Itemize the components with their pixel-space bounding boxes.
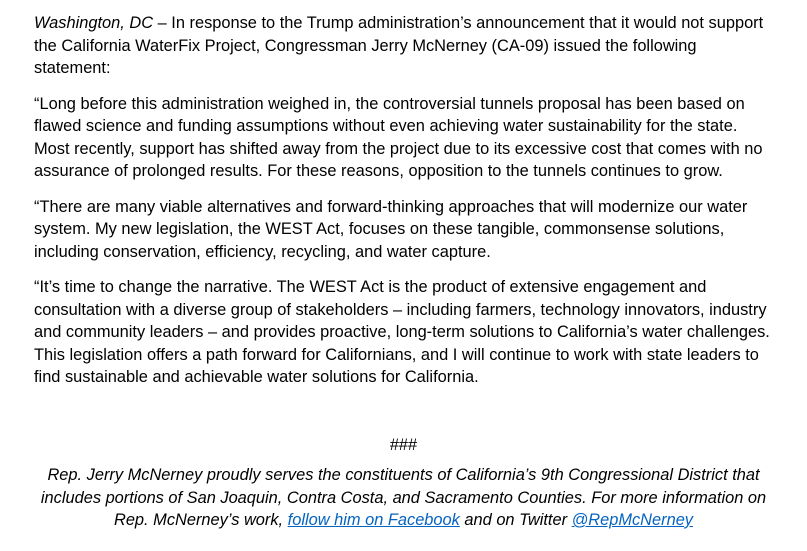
boilerplate-middle: and on Twitter	[459, 511, 572, 529]
facebook-link[interactable]: follow him on Facebook	[287, 511, 460, 529]
boilerplate-text: Rep. Jerry McNerney proudly serves the constituents of California’s 9th Congressional District that includes portions of San Joaquin, Contra Costa, and Sacramento Counties. For more information on Rep. McNerney’s work,	[40, 466, 767, 529]
intro-paragraph	[34, 12, 773, 80]
section-separator: ###	[389, 435, 418, 454]
intro-text: – In response to the Trump administration’s announcement that it would not support the California WaterFix Project, Congressman Jerry McNerney (CA-09) issued the following statement:	[34, 14, 764, 77]
quote-paragraph-1: “Long before this administration weighed in, the controversial tunnels proposal has been based on flawed science and funding assumptions without even achieving water sustainability for the state. Most recently, support has shifted away from the project due to its excessive cost that comes with no assurance of prolonged results. For these reasons, opposition to the tunnels continues to grow.	[34, 94, 763, 180]
quote-paragraph-2: “There are many viable alternatives and forward-thinking approaches that will modernize our water system. My new legislation, the WEST Act, focuses on these tangible, commonsense solutions, including conservation, efficiency, recycling, and water capture.	[34, 197, 748, 261]
quote-paragraph-3: “It’s time to change the narrative. The WEST Act is the product of extensive engagement and consultation with a diverse group of stakeholders – including farmers, technology innovators, industry and community leaders – and provides proactive, long-term solutions to California’s water challenges. This legislation offers a path forward for Californians, and I will continue to work with state leaders to find sustainable and achievable water solutions for California.	[34, 278, 770, 386]
dateline: Washington, DC	[34, 14, 154, 32]
boilerplate-paragraph	[34, 464, 773, 532]
twitter-link[interactable]: @RepMcNerney	[571, 511, 694, 529]
